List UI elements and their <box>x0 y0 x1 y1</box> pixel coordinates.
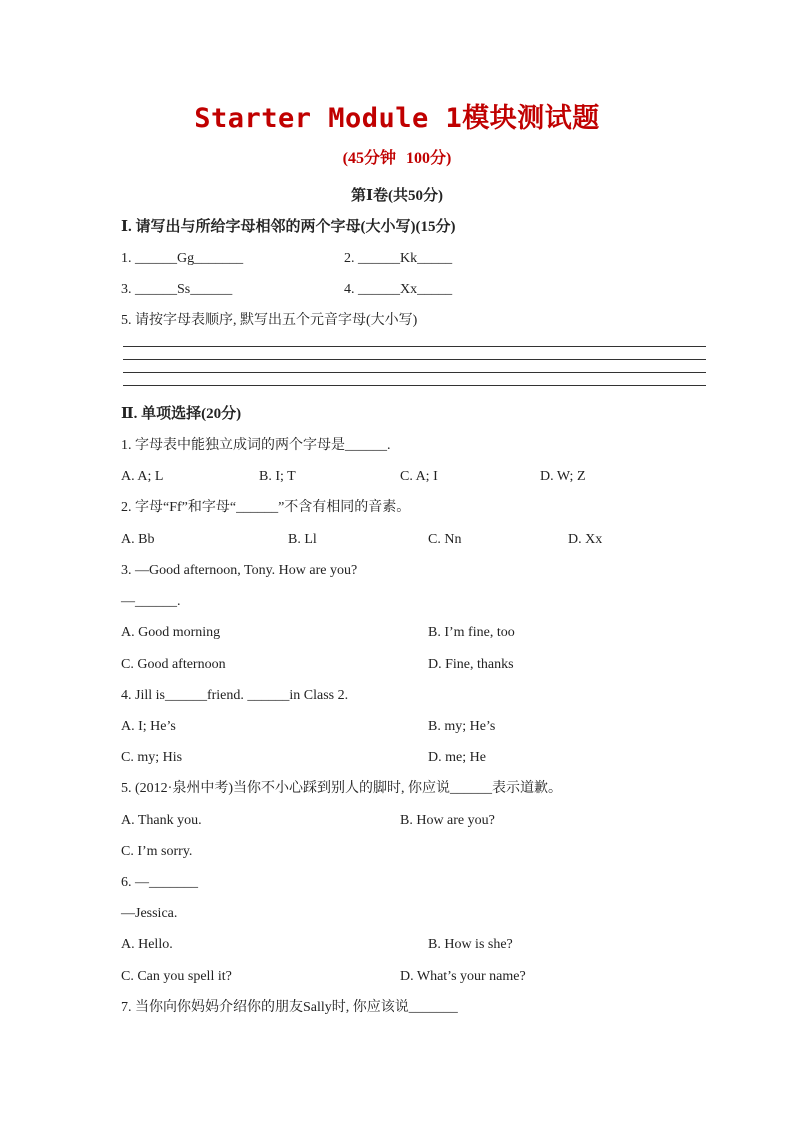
q1-stem: 1. 字母表中能独立成词的两个字母是______. <box>121 438 391 453</box>
q6-option-c: C. Can you spell it? <box>121 969 232 984</box>
q5-option-a: A. Thank you. <box>121 813 202 828</box>
q5-stem: 5. (2012·泉州中考)当你不小心踩到别人的脚时, 你应说______表示道歉。 <box>121 781 562 796</box>
section1-heading: Ⅰ. 请写出与所给字母相邻的两个字母(大小写)(15分) <box>121 219 456 235</box>
q3-stem-reply: —______. <box>121 594 181 609</box>
q3-option-c: C. Good afternoon <box>121 657 226 672</box>
q4-option-d: D. me; He <box>428 750 486 765</box>
q3-option-a: A. Good morning <box>121 625 221 640</box>
answer-line <box>123 385 706 386</box>
answer-line <box>123 346 706 347</box>
q4-option-b: B. my; He’s <box>428 719 496 734</box>
q2-option-b: B. Ll <box>288 532 317 547</box>
title-latin: Starter Module 1 <box>194 103 463 134</box>
q3-stem: 3. —Good afternoon, Tony. How are you? <box>121 563 358 578</box>
s1-q4: 4. ______Xx_____ <box>344 282 453 297</box>
q2-option-d: D. Xx <box>568 532 603 547</box>
s1-q5: 5. 请按字母表顺序, 默写出五个元音字母(大小写) <box>121 313 418 328</box>
q4-stem: 4. Jill is______friend. ______in Class 2. <box>121 688 349 703</box>
q2-option-c: C. Nn <box>428 532 462 547</box>
q6-stem-reply: —Jessica. <box>121 906 178 921</box>
q5-option-c: C. I’m sorry. <box>121 844 193 859</box>
q1-option-c: C. A; I <box>400 469 438 484</box>
q4-option-c: C. my; His <box>121 750 183 765</box>
q2-option-a: A. Bb <box>121 532 155 547</box>
volume-heading: 第Ⅰ卷(共50分) <box>350 188 443 204</box>
page-title <box>0 100 794 137</box>
q2-stem: 2. 字母“Ff”和字母“______”不含有相同的音素。 <box>121 500 411 515</box>
q3-option-d: D. Fine, thanks <box>428 657 514 672</box>
answer-line <box>123 359 706 360</box>
section2-heading: Ⅱ. 单项选择(20分) <box>121 406 242 422</box>
s1-q2: 2. ______Kk_____ <box>344 251 453 266</box>
q6-option-a: A. Hello. <box>121 937 173 952</box>
q6-option-d: D. What’s your name? <box>400 969 526 984</box>
q5-option-b: B. How are you? <box>400 813 495 828</box>
q6-option-b: B. How is she? <box>428 937 513 952</box>
q1-option-b: B. I; T <box>259 469 296 484</box>
q6-stem: 6. —_______ <box>121 875 198 890</box>
q3-option-b: B. I’m fine, too <box>428 625 515 640</box>
s1-q1: 1. ______Gg_______ <box>121 251 244 266</box>
answer-line <box>123 372 706 373</box>
q7-stem: 7. 当你向你妈妈介绍你的朋友Sally时, 你应该说_______ <box>121 1000 458 1015</box>
title-cjk: 模块测试题 <box>462 103 600 133</box>
q1-option-d: D. W; Z <box>540 469 586 484</box>
q4-option-a: A. I; He’s <box>121 719 176 734</box>
q1-option-a: A. A; L <box>121 469 164 484</box>
s1-q3: 3. ______Ss______ <box>121 282 233 297</box>
page-subtitle: (45分钟 100分) <box>342 150 452 167</box>
